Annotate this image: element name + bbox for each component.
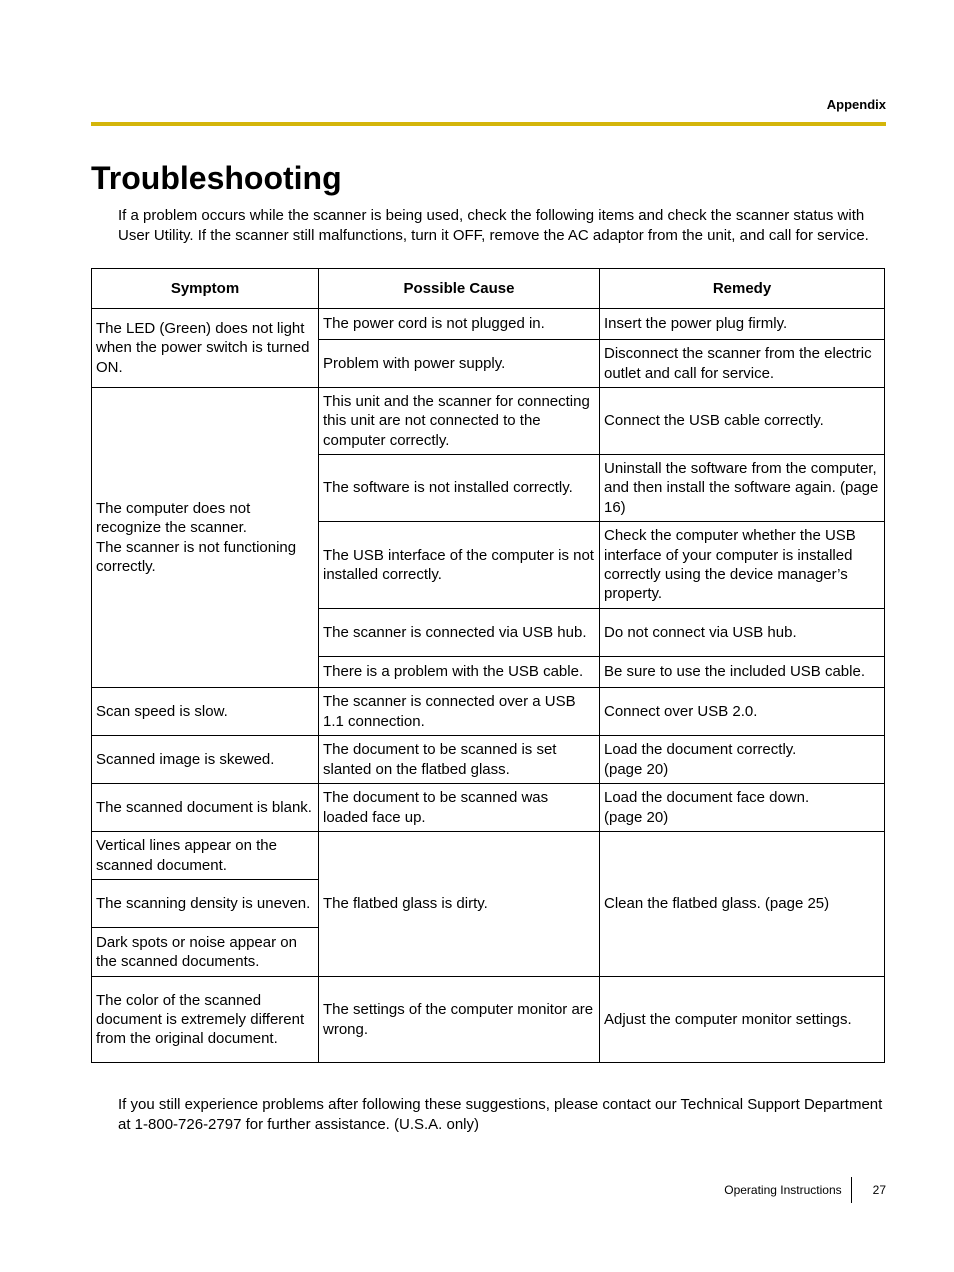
symptom-cell: Vertical lines appear on the scanned document. xyxy=(92,832,319,880)
cause-cell: The settings of the computer monitor are wrong. xyxy=(319,977,600,1063)
remedy-cell: Load the document face down. (page 20) xyxy=(600,784,885,832)
symptom-cell: The LED (Green) does not light when the power switch is turned ON. xyxy=(92,309,319,388)
remedy-cell: Insert the power plug firmly. xyxy=(600,309,885,340)
symptom-cell: The scanned document is blank. xyxy=(92,784,319,832)
remedy-cell: Adjust the computer monitor settings. xyxy=(600,977,885,1063)
support-paragraph: If you still experience problems after following these suggestions, please contact our Technical Support Department at 1-800-726-2797 for further assistance. (U.S.A. only) xyxy=(118,1096,883,1133)
symptom-cell: The scanning density is uneven. xyxy=(92,880,319,928)
table-row xyxy=(92,309,885,340)
cause-cell: The document to be scanned is set slanted on the flatbed glass. xyxy=(319,736,600,784)
table-row xyxy=(92,832,885,880)
cause-cell: There is a problem with the USB cable. xyxy=(319,657,600,688)
cause-cell: Problem with power supply. xyxy=(319,340,600,388)
remedy-cell: Load the document correctly. (page 20) xyxy=(600,736,885,784)
cause-cell: The flatbed glass is dirty. xyxy=(319,832,600,977)
header-rule xyxy=(91,122,886,126)
table-header-row xyxy=(92,269,885,309)
cause-cell: This unit and the scanner for connecting this unit are not connected to the computer correctly. xyxy=(319,388,600,455)
remedy-cell: Connect over USB 2.0. xyxy=(600,688,885,736)
troubleshooting-table xyxy=(91,268,885,1063)
symptom-cell: Dark spots or noise appear on the scanned documents. xyxy=(92,928,319,977)
remedy-cell: Clean the flatbed glass. (page 25) xyxy=(600,832,885,977)
remedy-cell: Connect the USB cable correctly. xyxy=(600,388,885,455)
table-row xyxy=(92,388,885,455)
page-title: Troubleshooting xyxy=(91,160,342,196)
remedy-cell: Be sure to use the included USB cable. xyxy=(600,657,885,688)
symptom-cell: The computer does not recognize the scanner. The scanner is not functioning correctly. xyxy=(92,388,319,688)
section-label: Appendix xyxy=(826,97,886,112)
symptom-cell: Scan speed is slow. xyxy=(92,688,319,736)
cause-cell: The USB interface of the computer is not installed correctly. xyxy=(319,522,600,609)
page-footer xyxy=(724,1177,886,1203)
remedy-cell: Uninstall the software from the computer, and then install the software again. (page 16) xyxy=(600,455,885,522)
intro-paragraph: If a problem occurs while the scanner is being used, check the following items and check the scanner status with User Utility. If the scanner still malfunctions, turn it OFF, remove the AC adaptor from the unit, and call for service. xyxy=(118,207,869,244)
column-header-remedy: Remedy xyxy=(600,269,885,309)
table-row xyxy=(92,688,885,736)
footer-doc-name: Operating Instructions xyxy=(724,1183,842,1197)
symptom-cell: The color of the scanned document is extremely different from the original document. xyxy=(92,977,319,1063)
symptom-cell: Scanned image is skewed. xyxy=(92,736,319,784)
table-row xyxy=(92,977,885,1063)
remedy-cell: Disconnect the scanner from the electric outlet and call for service. xyxy=(600,340,885,388)
column-header-symptom: Symptom xyxy=(92,269,319,309)
table-row xyxy=(92,784,885,832)
cause-cell: The document to be scanned was loaded face up. xyxy=(319,784,600,832)
cause-cell: The power cord is not plugged in. xyxy=(319,309,600,340)
table-row xyxy=(92,736,885,784)
column-header-cause: Possible Cause xyxy=(319,269,600,309)
cause-cell: The scanner is connected over a USB 1.1 connection. xyxy=(319,688,600,736)
cause-cell: The software is not installed correctly. xyxy=(319,455,600,522)
cause-cell: The scanner is connected via USB hub. xyxy=(319,609,600,657)
remedy-cell: Do not connect via USB hub. xyxy=(600,609,885,657)
remedy-cell: Check the computer whether the USB interface of your computer is installed correctly using the device manager’s property. xyxy=(600,522,885,609)
page-number: 27 xyxy=(872,1183,886,1197)
